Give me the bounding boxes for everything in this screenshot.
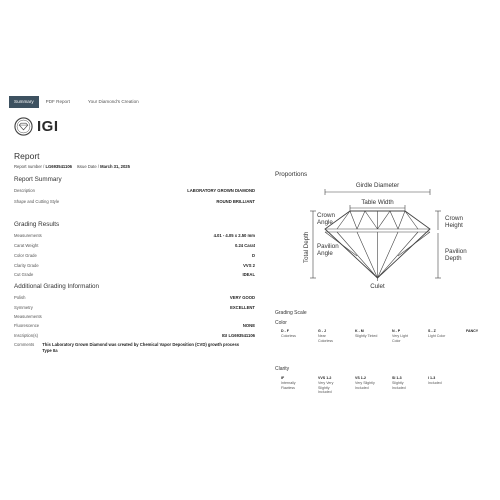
scale-desc: Flawless (281, 385, 295, 390)
scale-desc: Light Color (428, 333, 446, 338)
row-label: Measurements (14, 233, 42, 238)
scale-desc: Slightly Tinted (355, 333, 378, 338)
grading-row (14, 263, 255, 268)
row-value: VERY GOOD (229, 295, 255, 300)
grading-title: Grading Results (14, 221, 60, 228)
report-number: LG693541106 (45, 164, 72, 169)
scale-code: G - J (318, 329, 326, 333)
scale-desc: Very Slightly (355, 380, 375, 385)
comments-value: This Laboratory Grown Diamond was created by Chemical Vapor Deposition (CVD) growth process Type IIa (42, 342, 240, 353)
proportions-diagram (295, 178, 475, 293)
label-crown-height-1: Crown (445, 215, 463, 222)
row-label: Polish (14, 295, 26, 300)
row-value: 0.24 Carat (234, 243, 255, 248)
report-title: Report (14, 151, 40, 161)
report-meta (14, 164, 130, 169)
row-label: Description (14, 188, 35, 193)
row-label: Color Grade (14, 253, 37, 258)
summary-title: Report Summary (14, 176, 62, 183)
color-scale-title: Color (275, 320, 287, 326)
summary-row (14, 188, 255, 193)
row-label: Inscription(s) (14, 333, 38, 338)
label-pavilion-angle-1: Pavilion (317, 243, 339, 250)
grading-row (14, 253, 255, 258)
row-value: LABORATORY GROWN DIAMOND (187, 188, 255, 193)
row-value: ROUND BRILLIANT (216, 199, 255, 204)
row-label: Fluorescence (14, 323, 40, 328)
grading-scale-title: Grading Scale (275, 310, 307, 316)
label-crown-angle-2: Angle (317, 219, 333, 226)
scale-desc: Near (318, 333, 326, 338)
row-label: Measurements (14, 314, 42, 319)
scale-desc: Included (392, 385, 406, 390)
scale-desc: Slightly (392, 380, 404, 385)
additional-row (14, 323, 255, 328)
scale-desc: Color (392, 338, 401, 343)
comments-row (14, 342, 247, 354)
scale-code: VS 1-2 (355, 376, 366, 380)
scale-desc: Included (355, 385, 369, 390)
additional-row (14, 295, 255, 300)
clarity-scale-title: Clarity (275, 366, 290, 372)
tab-summary[interactable]: Summary (9, 96, 39, 108)
scale-desc: Very Light (392, 333, 408, 338)
additional-title: Additional Grading Information (14, 283, 100, 290)
clarity-scale-item (318, 376, 333, 395)
issue-date-label: Issue Date / (76, 164, 99, 169)
row-label: Clarity Grade (14, 263, 39, 268)
tab-bar (9, 96, 144, 108)
scale-desc: Slightly (318, 385, 330, 390)
summary-row (14, 199, 255, 204)
row-value: EXCELLENT (230, 305, 255, 310)
scale-desc: Colorless (281, 333, 296, 338)
color-scale-item (392, 329, 408, 343)
grading-row (14, 243, 255, 248)
label-pavilion-depth-2: Depth (445, 255, 462, 262)
row-label: Cut Grade (14, 272, 34, 277)
color-scale-item (355, 329, 377, 339)
row-label: Carat Weight (14, 243, 39, 248)
igi-logo (14, 117, 59, 136)
scale-desc: Very Very (318, 380, 334, 385)
clarity-scale-item (281, 376, 296, 390)
color-scale-item (428, 329, 445, 339)
clarity-scale-item (355, 376, 375, 390)
logo-text: IGI (37, 118, 59, 135)
label-crown-height-2: Height (445, 222, 463, 229)
comments-label: Comments (14, 342, 35, 347)
row-value: IDEAL (242, 272, 255, 277)
scale-code: FANCY (466, 329, 479, 333)
additional-row (14, 305, 255, 310)
label-girdle-diameter: Girdle Diameter (355, 182, 400, 189)
row-label: Shape and Cutting Style (14, 199, 60, 204)
report-number-label: Report number / (14, 164, 45, 169)
scale-desc: Internally (281, 380, 296, 385)
clarity-scale-item (392, 376, 406, 390)
label-crown-angle-1: Crown (317, 212, 335, 219)
scale-code: VVS 1-2 (318, 376, 332, 380)
label-table-width: Table Width (361, 199, 394, 206)
scale-code: I 1-3 (428, 376, 436, 380)
row-value: IGI LG693541106 (221, 333, 255, 338)
scale-desc: Included (428, 380, 442, 385)
label-culet: Culet (370, 283, 385, 290)
clarity-scale-item (428, 376, 442, 386)
row-value: D (251, 253, 255, 258)
tab-diamond-creation[interactable]: Your Diamond's Creation (87, 99, 139, 104)
scale-code: S - Z (428, 329, 436, 333)
scale-desc: Colorless (318, 338, 333, 343)
igi-seal-icon (14, 117, 33, 136)
label-pavilion-depth-1: Pavilion (445, 248, 467, 255)
tab-pdf-report[interactable]: PDF Report (45, 99, 70, 104)
additional-row (14, 333, 255, 338)
scale-desc: Included (318, 390, 332, 395)
color-scale-item (281, 329, 296, 339)
grading-row (14, 272, 255, 277)
color-scale-item (318, 329, 333, 343)
proportions-title: Proportions (275, 171, 308, 178)
label-pavilion-angle-2: Angle (317, 250, 333, 257)
scale-code: D - F (281, 329, 289, 333)
scale-code: N - P (392, 329, 401, 333)
row-value: 4.01 - 4.05 x 2.50 mm (213, 233, 255, 238)
grading-row (14, 233, 255, 238)
additional-row (14, 314, 255, 319)
row-value: VVS 2 (243, 263, 255, 268)
scale-code: IF (281, 376, 285, 380)
scale-code: SI 1-3 (392, 376, 402, 380)
scale-code: K - M (355, 329, 364, 333)
label-total-depth: Total Depth (303, 231, 310, 263)
row-label: Symmetry (14, 305, 33, 310)
row-value: NONE (242, 323, 255, 328)
issue-date: March 31, 2025 (100, 164, 130, 169)
color-scale-item (466, 329, 478, 334)
